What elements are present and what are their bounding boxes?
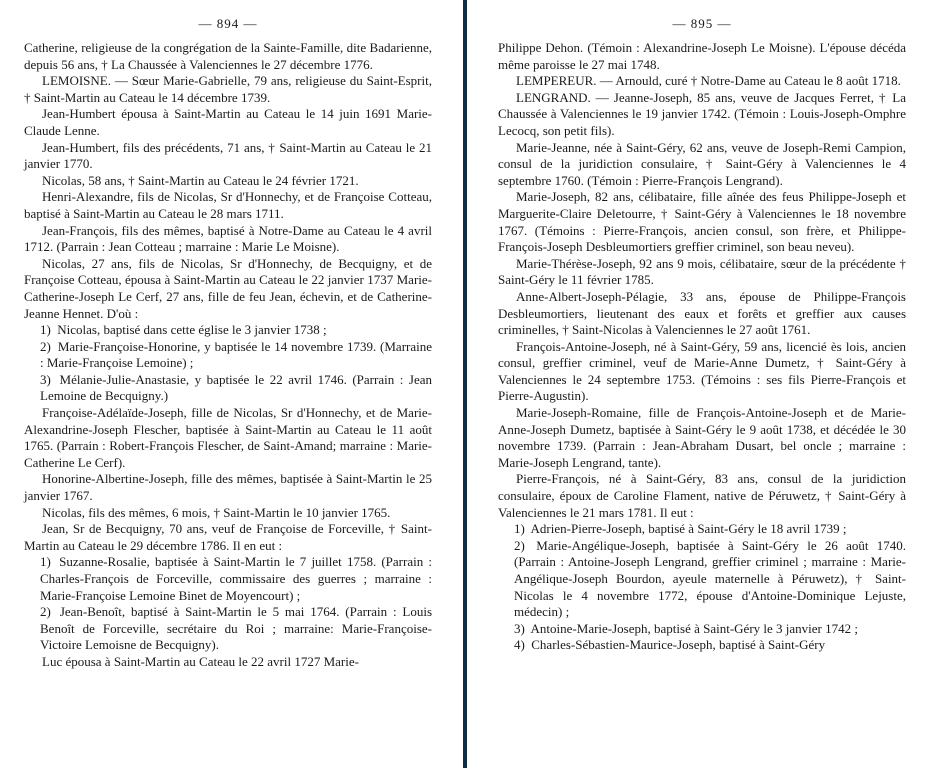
- list-text: Jean-Benoît, baptisé à Saint-Martin le 5 mai 1764. (Parrain : Louis Benoît de Forceville, secrétaire du Roi ; marraine: Marie-Françoise-Victoire Lemoisne de Becquigny).: [40, 604, 432, 653]
- list-text: Suzanne-Rosalie, baptisée à Saint-Martin le 7 juillet 1758. (Parrain : Charles-François de Forceville, commissaire des guerres ; marraine : Marie-Françoise Lemoine Binet de Moyencourt) ;: [40, 554, 433, 603]
- paragraph: Marie-Joseph, 82 ans, célibataire, fille aînée des feus Philippe-Joseph et Marguerite-Claire Deletourre, † Saint-Géry à Valenciennes le 18 novembre 1767. (Témoins : Pierre-François, ancien consul, son frère, et Philippe-François-Joseph Desbleumortiers greffier criminel, son beau neveu).: [498, 189, 906, 255]
- list-item: [24, 604, 432, 654]
- paragraph: Henri-Alexandre, fils de Nicolas, Sr d'Honnechy, et de Françoise Cotteau, baptisé à Saint-Martin au Cateau le 28 mars 1711.: [24, 189, 432, 221]
- list-text: Antoine-Marie-Joseph, baptisé à Saint-Géry le 3 janvier 1742 ;: [530, 620, 858, 636]
- list-number: 4): [514, 637, 525, 653]
- list-text: Mélanie-Julie-Anastasie, y baptisée le 22 avril 1746. (Parrain : Jean Lemoine de Becquigny.): [40, 371, 432, 404]
- list-number: 3): [514, 620, 525, 636]
- book-gutter: [463, 0, 467, 768]
- page-body: [498, 40, 906, 654]
- paragraph: Catherine, religieuse de la congrégation de la Sainte-Famille, dite Badarienne, depuis 56 ans, † La Chaussée à Valenciennes le 27 décembre 1776.: [24, 40, 432, 72]
- paragraph: LEMPEREUR. — Arnould, curé † Notre-Dame au Cateau le 8 août 1718.: [516, 73, 901, 89]
- paragraph: LENGRAND. — Jeanne-Joseph, 85 ans, veuve de Jacques Ferret, † La Chaussée à Valenciennes le 19 janvier 1742. (Témoin : Louis-Joseph-Omphre Lecocq, son petit fils).: [498, 89, 906, 138]
- list-item: [498, 637, 906, 654]
- list-item: [24, 322, 432, 339]
- list-number: 2): [514, 537, 525, 553]
- paragraph: Philippe Dehon. (Témoin : Alexandrine-Joseph Le Moisne). L'épouse décéda même paroisse le 27 mai 1748.: [498, 40, 906, 72]
- list-item: [498, 621, 906, 638]
- page-number: — 895 —: [672, 16, 732, 31]
- paragraph: Anne-Albert-Joseph-Pélagie, 33 ans, épouse de Philippe-François Desbleumortiers, lieutenant des eaux et forêts et greffier aux causes criminelles, † Saint-Nicolas à Valenciennes le 27 août 1761.: [498, 288, 906, 338]
- list-text: Adrien-Pierre-Joseph, baptisé à Saint-Géry le 18 avril 1739 ;: [530, 521, 847, 537]
- paragraph: François-Antoine-Joseph, né à Saint-Géry, 59 ans, licencié ès lois, ancien consul, greffier criminel, veuf de Marie-Anne Dumetz, † Saint-Géry à Valenciennes le 24 septembre 1753. (Témoins : ses fils Pierre-François et Pierre-Augustin).: [498, 338, 906, 404]
- list-text: Charles-Sébastien-Maurice-Joseph, baptisé à Saint-Géry: [531, 637, 826, 653]
- paragraph: Nicolas, 58 ans, † Saint-Martin au Cateau le 24 février 1721.: [42, 172, 359, 188]
- paragraph: Honorine-Albertine-Joseph, fille des mêmes, baptisée à Saint-Martin le 25 janvier 1767.: [24, 471, 432, 504]
- list-number: 2): [40, 338, 51, 354]
- paragraph: Jean-Humbert épousa à Saint-Martin au Cateau le 14 juin 1691 Marie-Claude Lenne.: [24, 106, 432, 138]
- page-body: [24, 40, 432, 671]
- page-number: — 894 —: [198, 16, 258, 31]
- paragraph: Pierre-François, né à Saint-Géry, 83 ans, consul de la juridiction consulaire, époux de Caroline Flament, native de Péruwetz, † Saint-Géry à Valenciennes le 21 mars 1781. Il eut :: [498, 471, 906, 520]
- left-page: [0, 0, 470, 768]
- paragraph: Jean-Humbert, fils des précédents, 71 ans, † Saint-Martin au Cateau le 21 janvier 1770.: [24, 139, 432, 172]
- list-number: 3): [40, 371, 51, 387]
- paragraph: Jean, Sr de Becquigny, 70 ans, veuf de Françoise de Forceville, † Saint-Martin au Cateau le 29 décembre 1786. Il en eut :: [24, 521, 432, 553]
- list-number: 2): [40, 604, 51, 620]
- paragraph: Marie-Jeanne, née à Saint-Géry, 62 ans, veuve de Joseph-Remi Campion, consul de la juridiction consulaire, † Saint-Géry à Valenciennes le 4 septembre 1760. (Témoin : Pierre-François Lengrand).: [498, 139, 906, 188]
- list-item: [24, 554, 432, 604]
- list-item: [498, 521, 906, 538]
- list-number: 1): [40, 554, 51, 570]
- paragraph: Marie-Thérèse-Joseph, 92 ans 9 mois, célibataire, sœur de la précédente † Saint-Géry le 11 février 1785.: [498, 255, 906, 288]
- list-text: Nicolas, baptisé dans cette église le 3 janvier 1738 ;: [57, 322, 327, 338]
- list-number: 1): [40, 322, 51, 338]
- paragraph: LEMOISNE. — Sœur Marie-Gabrielle, 79 ans, religieuse du Saint-Esprit, † Saint-Martin au Cateau le 14 décembre 1739.: [24, 73, 432, 105]
- list-item: [24, 372, 432, 405]
- list-text: Marie-Françoise-Honorine, y baptisée le 14 novembre 1739. (Marraine : Marie-Françoise Lemoine) ;: [40, 338, 432, 371]
- list-text: Marie-Angélique-Joseph, baptisée à Saint-Géry le 26 août 1740. (Parrain : Antoine-Joseph Lengrand, greffier criminel ; marraine : Marie-Angélique-Joseph Bourdon, ayeule maternelle à Péruwetz), † Saint-Nicolas le 4 novembre 1772, épouse d'Antoine-Dominique Lejuste, médecin) ;: [514, 537, 907, 620]
- list-item: [24, 339, 432, 372]
- right-page: [470, 0, 940, 768]
- paragraph: Nicolas, 27 ans, fils de Nicolas, Sr d'Honnechy, de Becquigny, et de Françoise Cotteau, épousa à Saint-Martin au Cateau le 22 janvier 1737 Marie-Catherine-Joseph Le Cerf, 27 ans, fille de feu Jean, échevin, et de Catherine-Jeanne Hennet. D'où :: [24, 255, 432, 321]
- list-number: 1): [514, 521, 525, 537]
- paragraph: Luc épousa à Saint-Martin au Cateau le 22 avril 1727 Marie-: [42, 653, 359, 669]
- paragraph: Jean-François, fils des mêmes, baptisé à Notre-Dame au Cateau le 4 avril 1712. (Parrain : Jean Cotteau ; marraine : Marie Le Moisne).: [24, 222, 432, 255]
- list-item: [498, 538, 906, 621]
- paragraph: Nicolas, fils des mêmes, 6 mois, † Saint-Martin le 10 janvier 1765.: [42, 504, 391, 520]
- paragraph: Marie-Joseph-Romaine, fille de François-Antoine-Joseph et de Marie-Anne-Joseph Dumetz, baptisée à Saint-Géry le 9 août 1738, et décédée le 30 novembre 1739. (Parrain : Jean-Abraham Dusart, bel oncle ; marraine : Marie-Joseph Lengrand, tante).: [498, 405, 906, 470]
- paragraph: Françoise-Adélaïde-Joseph, fille de Nicolas, Sr d'Honnechy, et de Marie-Alexandrine-Joseph Flescher, baptisée à Saint-Martin au Cateau le 11 août 1765. (Parrain : Robert-François Flescher, de Saint-Amand; marraine : Marie-Catherine Le Cerf).: [24, 405, 432, 470]
